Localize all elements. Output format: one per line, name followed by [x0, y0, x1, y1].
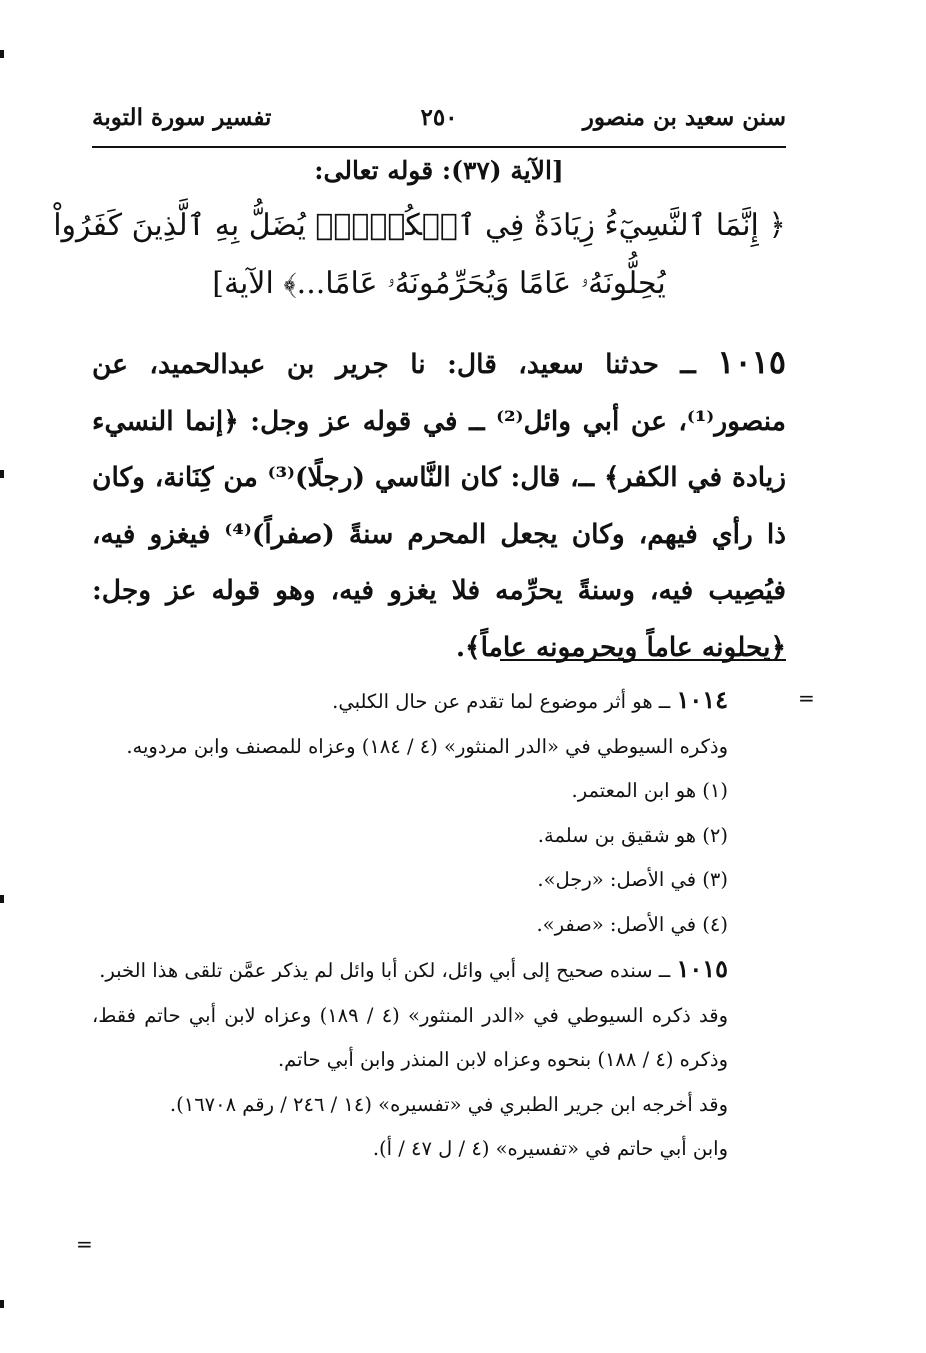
note-1015-source-2: وقد أخرجه ابن جرير الطبري في «تفسيره» (١٤ / ٢٤٦ / رقم ١٦٧٠٨). — [169, 1092, 728, 1116]
note-text: ــ هو أثر موضوع لما تقدم عن حال الكلبي. — [332, 690, 671, 713]
footnote-3: (٣) في الأصل: «رجل». — [537, 868, 728, 891]
note-1015-source-3: وابن أبي حاتم في «تفسيره» (٤ / ل ٤٧ / أ). — [372, 1137, 728, 1160]
note-1014 — [92, 678, 786, 725]
scan-artifact — [0, 1300, 4, 1308]
continuation-mark: = — [76, 1232, 93, 1256]
note-text: ــ سنده صحيح إلى أبي وائل، لكن أبا وائل لم يذكر عمَّن تلقى هذا الخبر. — [99, 959, 671, 982]
footnote-1: (١) هو ابن المعتمر. — [571, 779, 728, 802]
verse-heading: [الآية (٣٧): قوله تعالى: — [314, 156, 564, 185]
note-1015 — [92, 947, 786, 994]
verse-line-1: ﴿ إِنَّمَا ٱلنَّسِيٓءُ زِيَادَةٌ فِي ٱلۡكُفۡرِۖ يُضَلُّ بِهِ ٱلَّذِينَ كَفَرُواْ — [53, 208, 786, 243]
header-divider — [92, 146, 786, 148]
footnotes — [92, 678, 786, 1172]
hadith-text: ــ حدثنا سعيد، قال: نا جرير بن عبدالحميد، عن منصور⁽¹⁾، عن أبي وائل⁽²⁾ ــ في قوله عز وجل: ﴿إنما النسيء زيادة في الكفر﴾ ــ، قال: كان النَّاسي (رجلًا)⁽³⁾ من كِنَانة، وكان ذا رأي فيهم، وكان يجعل المحرم سنةً (صفراً)⁽⁴⁾ فيغزو فيه، فيُصِيب فيه، وسنةً يحرِّمه فلا يغزو فيه، وهو قوله عز وجل: ﴿يحلونه عاماً ويحرمونه عاماً﴾. — [92, 349, 786, 663]
running-header — [92, 96, 786, 146]
note-1015-source-1: وقد ذكره السيوطي في «الدر المنثور» (٤ / ١٨٩) وعزاه لابن أبي حاتم فقط، وذكره (٤ / ١٨٨) بنحوه وعزاه لابن المنذر وابن أبي حاتم. — [92, 1003, 729, 1071]
note-number: ١٠١٤ — [676, 685, 728, 714]
note-number: ١٠١٥ — [676, 954, 728, 983]
verse-line-2: يُحِلُّونَهُۥ عَامًا وَيُحَرِّمُونَهُۥ عَامًا...﴾ الآية] — [212, 266, 666, 301]
page-number: ٢٥٠ — [420, 104, 458, 131]
continuation-mark: = — [798, 686, 815, 710]
footnote-2: (٢) هو شقيق بن سلمة. — [537, 823, 728, 847]
note-1014-source: وذكره السيوطي في «الدر المنثور» (٤ / ١٨٤) وعزاه للمصنف وابن مردويه. — [126, 734, 728, 758]
footnote-4: (٤) في الأصل: «صفر». — [536, 912, 728, 936]
book-title: سنن سعيد بن منصور — [582, 104, 786, 131]
hadith-1015 — [92, 334, 786, 676]
scan-artifact — [0, 50, 4, 58]
scan-artifact — [0, 470, 4, 478]
hadith-number: ١٠١٥ — [717, 343, 786, 381]
scan-artifact — [0, 895, 4, 903]
section-title: تفسير سورة التوبة — [92, 104, 272, 131]
footnote-divider — [500, 659, 786, 661]
